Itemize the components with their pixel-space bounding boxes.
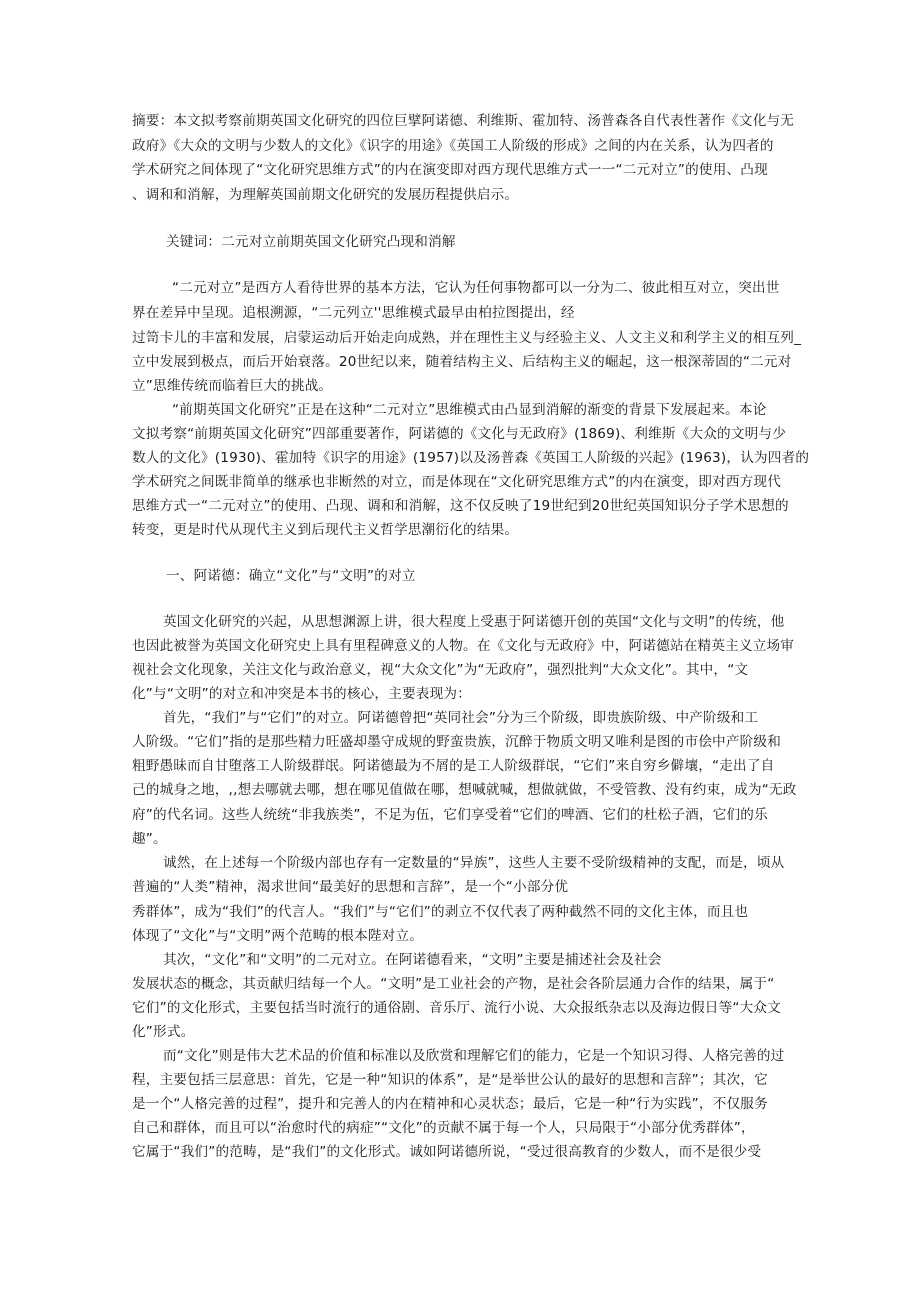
section-heading: 一、阿诺德：确立“文化”与“文明”的对立: [166, 568, 416, 584]
body-line: 而“文化”则是伟大艺术品的价值和标准以及欣赏和理解它们的能力，它是一个知识习得、人格完善的过: [163, 1048, 785, 1064]
abstract-line: 摘要：本文拟考察前期英国文化研究的四位巨擘阿诺德、利维斯、霍加特、汤普森各自代表性著作《文化与无: [132, 113, 795, 129]
body-line: 首先，“我们”与“它们”的对立。阿诺德曾把“英同社会”分为三个阶级，即贵族阶级、中产阶级和工: [163, 710, 759, 726]
body-line: 立中发展到极点，而后开始衰落。20世纪以来，随着结构主义、后结构主义的崛起，这一根深蒂固的“二元对: [132, 354, 792, 370]
body-line: 发展状态的概念，其贡献归结每一个人。“文明”是工业社会的产物，是社会各阶层通力合作的结果，属于“: [132, 976, 775, 992]
body-line: 视社会文化现象，关注文化与政治意义，视“大众文化”为“无政府”，强烈批判“大众文化”。其中，“文: [132, 662, 749, 678]
body-line: 化”形式。: [132, 1024, 195, 1040]
abstract-line: 政府》《大众的文明与少数人的文化》《识字的用途》《英国工人阶级的形成》之间的内在关系，认为四者的: [132, 138, 774, 154]
body-line: 程，主要包括三层意思：首先，它是一种“知识的体系”，是“是举世公认的最好的思想和言辞”；其次，它: [132, 1072, 768, 1088]
body-line: 思维方式一“二元对立”的使用、凸现、调和和消解，这不仅反映了19世纪到20世纪英国知识分子学术思想的: [132, 498, 789, 514]
body-line: 学术研究之间既非简单的继承也非断然的对立，而是体现在“文化研究思维方式”的内在演变，即对西方现代: [132, 474, 781, 490]
abstract-line: 、调和和消解，为理解英国前期文化研究的发展历程提供启示。: [132, 187, 519, 203]
body-line: 秀群体”，成为“我们”的代言人。“我们”与“它们”的剥立不仅代表了两种截然不同的文化主体，而且也: [132, 904, 749, 920]
body-line: 界在差异中呈现。追根溯源，“二元列立''思维模式最早由柏拉图提出，经: [132, 305, 575, 321]
keywords-line: 关键词：二元对立前期英国文化研究凸现和消解: [166, 234, 456, 250]
body-line: 转变，更是时代从现代主义到后现代主义哲学思潮衍化的结果。: [132, 522, 519, 538]
body-line: 过笥卡儿的丰富和发展，启蒙运动后开始走向成熟，并在理性主义与经验主义、人文主义和利学主义的相互列_: [132, 330, 802, 346]
body-line: 诚然，在上述每一个阶级内部也存有一定数量的“异族”，这些人主要不受阶级精神的支配，而是，顷从: [163, 855, 785, 871]
abstract-line: 学术研究之间体现了“文化研究思维方式”的内在演变即对西方现代思维方式一一“二元对立”的使用、凸现: [132, 162, 768, 178]
body-line: 普遍的“人类”精神，渴求世间“最美好的思想和言辞”，是一个“小部分优: [132, 879, 569, 895]
body-line: 其次，“文化”和“文明”的二元对立。在阿诺德看来，“文明”主要是捕述社会及社会: [163, 952, 662, 968]
body-line: 文拟考察“前期英国文化研究”四部重要著作，阿诺德的《文化与无政府》(1869)、利维斯《大众的文明与少: [132, 426, 787, 442]
body-line: 化”与“文明”的对立和冲突是本书的核心，主要表现为：: [132, 686, 471, 702]
body-line: “二元对立”是西方人看待世界的基本方法，它认为任何事物都可以一分为二、彼此相互对立，突出世: [172, 280, 780, 296]
body-line: 是一个“人格完善的过程”，提升和完善人的内在精神和心灵状态；最后，它是一种“行为实践”，不仅服务: [132, 1096, 768, 1112]
body-line: 也因此被誉为英国文化研究史上具有里程碑意义的人物。在《文化与无政府》中，阿诺德站在精英主义立场审: [132, 638, 795, 654]
body-line: 它们”的文化形式，主要包括当时流行的通俗剧、音乐厅、流行小说、大众报纸杂志以及海边假日等“大众文: [132, 1000, 781, 1016]
body-line: 英国文化研究的兴起，从思想渊源上讲，很大程度上受惠于阿诺德开创的英国“文化与文明”的传统，他: [163, 614, 785, 630]
body-line: 立”思维传统而临着巨大的挑战。: [132, 378, 333, 394]
body-line: 粗野愚昧而自甘堕落工人阶级群氓。阿诺德最为不屑的是工人阶级群氓，“它们”来自穷乡僻壤，“走出了自: [132, 758, 775, 774]
body-line: 府”的代名词。这些人统统“非我族类”，不足为伍，它们享受着“它们的啤酒、它们的杜松子酒，它们的乐: [132, 807, 768, 823]
body-line: 趣”。: [132, 831, 167, 847]
body-line: “前期英国文化研究”正是在这种“二元对立”思维模式由凸显到消解的渐变的背景下发展起来。本论: [172, 402, 767, 418]
body-line: 自己和群体，而且可以“治愈时代的病症”“文化”的贡献不属于每一个人，只局限于“小部分优秀群体”，: [132, 1120, 755, 1136]
body-line: 体现了“文化”与“文明”两个范畴的根本陛对立。: [132, 928, 424, 944]
body-line: 数人的文化》(1930)、霍加特《识字的用途》(1957)以及汤普森《英国工人阶级的兴起》(1963)，认为四者的: [132, 450, 810, 466]
body-line: 人阶级。“它们”指的是那些精力旺盛却墨守成规的野蛮贵族，沉醉于物质文明又唯利是图的市侩中产阶级和: [132, 734, 781, 750]
body-line: 它属于“我们”的范畴，是“我们”的文化形式。诚如阿诺德所说，“受过很高教育的少数人，而不是很少受: [132, 1144, 762, 1160]
body-line: 己的城身之地，,,想去哪就去哪，想在哪见值做在哪，想喊就喊，想做就做，不受管教、没有约束，成为“无政: [132, 782, 797, 798]
